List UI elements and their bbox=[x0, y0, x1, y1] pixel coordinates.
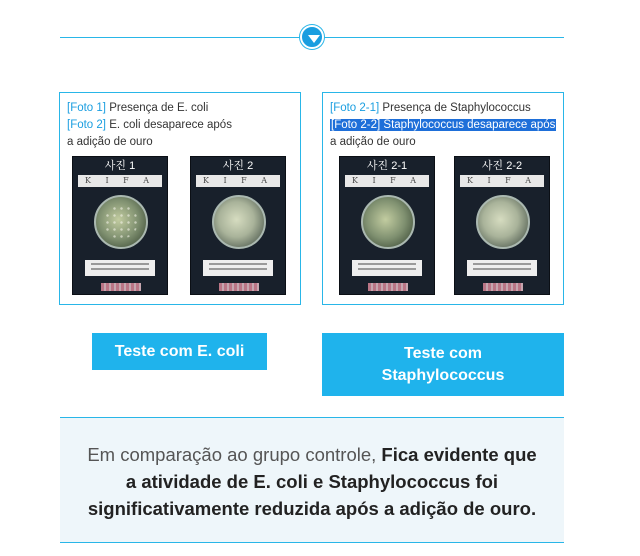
caption-text: Presença de Staphylococcus bbox=[379, 102, 531, 114]
ecoli-test-button[interactable] bbox=[92, 333, 267, 370]
photo-label: K I F A bbox=[78, 175, 162, 187]
caption-tag: [Foto 2-2] bbox=[331, 119, 381, 131]
staph-caption bbox=[330, 100, 562, 151]
photo-stamp bbox=[483, 283, 523, 291]
caption-highlight bbox=[330, 119, 556, 131]
photo-note-strip bbox=[85, 260, 155, 276]
photo-note-strip bbox=[203, 260, 273, 276]
summary-box bbox=[60, 417, 564, 543]
petri-photo-1 bbox=[72, 156, 168, 295]
photo-note-strip bbox=[467, 260, 537, 276]
photo-title: 사진 1 bbox=[104, 160, 136, 172]
button-label-line1: Teste com bbox=[404, 344, 482, 362]
photo-label: K I F A bbox=[345, 175, 429, 187]
caption-line bbox=[330, 134, 562, 151]
summary-emphasis: Fica evidente que bbox=[381, 444, 537, 465]
caption-line bbox=[330, 100, 562, 117]
caption-line bbox=[67, 134, 299, 151]
button-label-line2: Staphylococcus bbox=[381, 366, 505, 384]
summary-intro: Em comparação ao grupo controle, bbox=[87, 444, 382, 465]
caption-text: a adição de ouro bbox=[330, 136, 416, 148]
petri-photo-2 bbox=[190, 156, 286, 295]
summary-line-1 bbox=[60, 441, 564, 468]
chevron-down-icon bbox=[300, 25, 324, 49]
caption-text: Staphylococcus desaparece após bbox=[380, 119, 556, 131]
photo-note-strip bbox=[352, 260, 422, 276]
caption-line bbox=[67, 117, 299, 134]
photo-label: K I F A bbox=[460, 175, 544, 187]
photo-label: K I F A bbox=[196, 175, 280, 187]
ecoli-caption bbox=[67, 100, 299, 151]
caption-text: a adição de ouro bbox=[67, 136, 153, 148]
caption-tag: [Foto 2-1] bbox=[330, 102, 380, 114]
staph-photo-panel bbox=[322, 92, 564, 305]
photo-title: 사진 2-2 bbox=[481, 160, 523, 172]
caption-line-highlighted bbox=[330, 117, 562, 134]
photo-title: 사진 2 bbox=[222, 160, 254, 172]
caption-tag: [Foto 2] bbox=[67, 119, 106, 131]
summary-line-3: significativamente reduzida após a adição de ouro. bbox=[87, 498, 537, 519]
petri-dish-image bbox=[476, 195, 530, 249]
petri-dish-image bbox=[212, 195, 266, 249]
caption-tag: [Foto 1] bbox=[67, 102, 106, 114]
petri-dish-image bbox=[361, 195, 415, 249]
petri-photo-2-1 bbox=[339, 156, 435, 295]
petri-photo-2-2 bbox=[454, 156, 550, 295]
petri-dish-image bbox=[94, 195, 148, 249]
caption-text: Presença de E. coli bbox=[106, 102, 209, 114]
caption-text: E. coli desaparece após bbox=[106, 119, 232, 131]
photo-stamp bbox=[219, 283, 259, 291]
staph-test-button[interactable] bbox=[322, 333, 564, 396]
photo-stamp bbox=[101, 283, 141, 291]
caption-line bbox=[67, 100, 299, 117]
summary-line-2: a atividade de E. coli e Staphylococcus foi bbox=[125, 471, 499, 492]
ecoli-photo-panel bbox=[59, 92, 301, 305]
button-label: Teste com E. coli bbox=[114, 342, 245, 360]
photo-title: 사진 2-1 bbox=[366, 160, 408, 172]
photo-stamp bbox=[368, 283, 408, 291]
